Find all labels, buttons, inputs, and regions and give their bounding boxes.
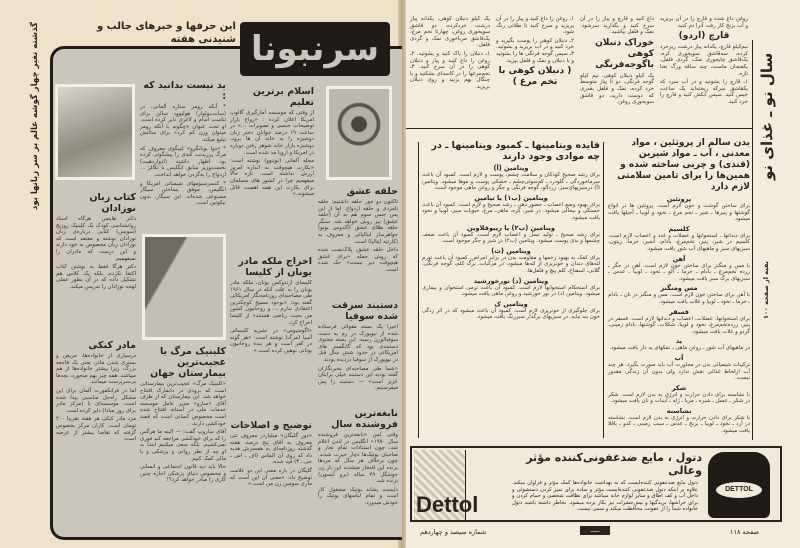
article-paragraph: از وقتی که موسسه آمارگیری گالوپ امریکا اعلان کرده : «رواج بازار توضیحات جنسی و تصویرات ...» در ساعت ۶۹ درصد جوانان دختر زنان دوشیزه را به خانه آن ها برود، دوشیزه بازار خانه شوهر رفتن دوباره در امریکا و اروپا مد شده است. (230, 110, 314, 156)
section-heading: ویتامین (ث) (491, 246, 531, 255)
divider (418, 142, 419, 438)
article-paragraph: * «دوا یونانگرو» غیبگوی معروف که مرگ پرزیدنت کندی را پیشگوئی کرده بود اظهار داشته (ادواردهیت) نخست‌وزیر سابق انگلیس با تکالز ... ازدواج را به‌گردن خواهد انداخت. (140, 145, 226, 178)
article-title: کلینیک مرگ یا عجیب‌ترین بیمارستان جهان (150, 346, 226, 379)
article-sophia (318, 300, 398, 404)
article-title: مادر کنکی (88, 340, 136, 351)
recipe-paragraph: نیم‌کیلو قارچ، یکدانه پیاز درشت ریزخرد کرده، سه‌قاشق سوپخوری کره، یک‌قاشق چایخوری نمک، گردی فلفل، یکفنجان ماست، چند ساقه ورگ نعنا تازه. (660, 44, 748, 77)
article-paragraph: مزد مادر کنکی هر هفته تقریبا ۴۰۰ تومان است. کاران مرکز بخصوص گرفته که تقاضا بیشتر از عرضه است. (56, 416, 136, 443)
recipe-paragraph: ۲ـ دنبلان کوهی را پوست بگیرید و خرد کنید و در آب بریزید و بشوئید. ۳ـ سپس گوجه فرنگی ها را بشوئید و با دنبلان و نمک و فلفل بپزید. (496, 37, 574, 64)
article-title: نابغه‌ترین فروشنده سال (331, 408, 398, 430)
section-text: برای رشد صحیح ـ تولید نسل و اعصاب لازم است. کمبود آن باعث ضعف چشمها و بدی پوست میشود. ویتامین (ب۲) در شیر و جگر موجود است. (422, 231, 600, 245)
section-heading: نشاسته (666, 406, 692, 415)
article-mother-kinky (56, 340, 136, 520)
section-text: برای رشد صحیح کودکان و سلامت چشم، پوست و لازم است. کمبود آن باعث سرماخوردگی ـ گلودرد ـ کم‌سوئی‌چشم ـ خشکی پوست و موها میشود. ویتامین (آ) درسبزیهای‌سبز، زردآلو، گوجه فرنگی و جگر و روغن ماهی موجود است. (422, 172, 600, 192)
article-title: اخراج ملکه مادر یونان از کلیسا (238, 256, 312, 278)
section-text: در ماهیهای آب شور ـ روغن ماهی ـ نمکهای ید دار یافت میشود. (609, 345, 750, 352)
continued-from-note: بقیه از صفحه ۱۰۰ (762, 261, 770, 319)
article-queen-mother (230, 256, 312, 416)
ad-body: دتول مایع ضدعفونی کننده‌ایست که به بهداشت خانواده‌ها کمک مؤثر و فراوان میکند. علاوه بر اینکه دتول ضدعفونی کننده‌ایست مؤثر و ساده برای تمیز کردن دستشوئی و داخل آب و کف اطاق و سایر لوازم خانه میباشد برای نظافت شخصی و حمام کردن و برای خراشها، بریدگیها و نیش‌حشرات نیز بکار برده میشود. بخاطر داشته باشید دتول خانواده شما را از عفونت محافظت میکند و سمی نیست. (512, 480, 698, 513)
article-corrections (230, 420, 312, 520)
article-title: کتاب زبان نوزادان (89, 192, 136, 214)
ad-headline: دتول ، مایع ضدعفونی‌کننده مؤثر وعالی (526, 451, 702, 477)
header-title: این حرفها و خبرهای جالب و شنیدنی هفته (96, 21, 236, 45)
magazine-mark: ـــــ (580, 526, 610, 535)
recipe-paragraph: یک کیلو دنبلان کوهی، یکدانه پیاز درشت خردکرده، دو قاشق سوپخوری روغن، چهارتا تخم مرغ، یک‌قاشق مرباخوری نمک و گردی فلفل. (410, 16, 490, 49)
article-paragraph: کلیسای ارتدوکس یونان، ملکه مادر یونان را به علت آنکه در سال ۱۹۶۱ طی مصاحبه‌ای روزنامه‌نگار امریکائی گفته بود: «بوجود مسیح کوچکترین اعتقادی ندارم ... و روحانیون کشور من بحیث ریاضی هستند» از کلیسا اخراج کرد. (230, 280, 312, 326)
article-title: اسلام برترین تعلیم (252, 86, 314, 108)
divider (603, 142, 604, 438)
article-title: حلقه عشق (346, 186, 398, 197)
article-salesman (318, 408, 398, 518)
section-title-vertical: سال نو ـ غذای نو (758, 52, 776, 180)
article-paragraph: «کلینیک مرگ» عجیب‌ترین بیمارستانی است که بزودی در دانمارک افتتاح خواهد شد. این بیمارستان که از طرف آقای «سارو» مدیر عامل موسسه خدمات ملی در آستانه افتتاح شده است مخصوص کسانی است که قصد خودکشی دارند. (140, 381, 226, 427)
article-paragraph: اخیرا یک بسته مقوائی فرستاده شده از نیویورک در رم به دست سوفیالورن رسید. این بسته محتوی دستبندی بود که گانگستر های امریکائی در حدود شش سال قبل در نیویورک از سوفیا دزدیده بودند. (318, 324, 398, 363)
article-paragraph: آقای ساروپ گفت: — البته ما هرگس را که برای خودکشی مراجعه کند فوری نمی‌کشیم، بلکه سعی میکنیم ابتدا به او چه از نظر روانی و پزشکی و یا مالی کمک کنیم. (140, 429, 226, 462)
section-heading: آب (674, 353, 684, 362)
vitamins-article (422, 140, 600, 440)
section-text: ترکیبات شیمیائی بدن در مجاورت آب باید صورت بگیرد. هر چند آب ازلحاظ غذائی نقش ندارد ولی بدون آن زندگی مقدور نیست. (608, 361, 750, 382)
section-heading: ویتامین (آ) (493, 164, 529, 172)
article-title: بد نیست بدانید که : (143, 80, 226, 102)
recipe-paragraph: ۱ـ روغن را داغ کنید و پیاز را در آن بریزید و سرخ کنید تا طلائی رنگ شود. (496, 16, 574, 36)
bottle-label: DETTOL (716, 482, 762, 498)
ring-photo (326, 86, 392, 180)
dettol-advertisement[interactable] (410, 446, 782, 522)
article-paragraph: دکتر هرگا فقط به نوشتن کتاب اکتفا نکرده، بلکه یک کلاس هم تشکیل داده که در آن بطور عملی لهجه نوزادان را تدریس میکند. (56, 264, 136, 290)
section-heading: مس ومنگنز (660, 284, 698, 293)
section-heading: ویتامین ک (494, 299, 528, 308)
article-paragraph: مجله آلمانی (نوینوو) نوشته است: «بکارت هیچوقت به اندازه امروز ارزش نداشته است. تازه حالا میفهمیم چرا در کشور های مسلمان برای بکارت این همه اهمیت قائل میشوند.» (230, 158, 314, 198)
section-text: برای دندانها ـ استخوانها و عضلات و غدد و اعصاب لازم است. کلسیم در شیر، پنیر، تخم‌مرغ، بادام، انجیر، خرما، زیتون، سبزیهای سبز و ماهیهای آب شور یافت میشود. (608, 232, 750, 252)
section-text: با مس و منگنز برای ساختن خون لازم است. آهن در جگر ـ زرده تخم‌مرغ ـ بادام ـ خرما ـ آلو ـ نخود ـ لوبیا ـ عدس ـ سبزیهای برگ سبز یافت میشود. (608, 262, 750, 282)
vitamin-sections (422, 164, 600, 321)
article-title: دستبند سرقت شده سوفیا (331, 300, 398, 322)
issue-number: شماره سیصد و چهاردهم (420, 528, 487, 536)
side-caption: گذشته تغیر چهار گوشه عالم بر سر زبانها بود (30, 21, 40, 210)
section-text: با شکر برای دادن حرارت و انرژی به بدن لازم است. نشاسته در آرد ـ نخود ـ لوبیا ـ برنج ـ عدس ـ سیب زمینی ـ کدو ـ باقلا یافت میشود. (608, 414, 750, 435)
section-heading: پروتئین (666, 195, 692, 203)
section-heading: ویتامین (ب۲) یا ریبوفلاوین (467, 223, 555, 232)
dettol-brand: Dettol (416, 492, 479, 517)
minerals-article (608, 138, 750, 440)
recipe-tomato (580, 16, 654, 128)
page-number: صفحه ۱۱۸ (730, 528, 760, 536)
article-paragraph: گلیگان در باره معنی این دو علامت توضیح داد: «معنی آن این است که ماری سومین زن من است.» (230, 467, 312, 488)
article-paragraph: * آنکه رومر ستاره آلمانی، در (سانت‌بولوار) هولیوود سالن برای تناسب اندام و لاغری دایر کرده است. او تحت عنوان «چگونه با آنکه رومر میتوان وزن کم کرد» برای سالنش تبلیغ میکند. (140, 104, 226, 143)
woman-with-babies-photo (55, 84, 135, 180)
recipe-mushroom (660, 16, 748, 128)
article-title: بدن سالم از پروتئین ، مواد معدنی ، آب ـ مواد شیرین (قندی) و چربی ساخته شده و همین‌ها را برای تامین سلامتی لازم دارد (617, 138, 750, 192)
section-text: برای استحکام استخوانها لازم است. کمبود آن باعث نرمی استخوان و بیماری میشود. ویتامین (د) در نور خورشید و روغن ماهی یافت میشود. (422, 284, 600, 298)
recipe-paragraph: ۱ـ قارچ را بشوئید و در آب سرد که یکقاشق سرکه ریخته‌اید یک ساعت خیس کنید. سپس آبکش کنید و قارچ را خرد کنید. (660, 79, 748, 105)
dettol-bottle-icon (708, 452, 770, 518)
section-logo: سرنبونا (240, 22, 390, 76)
section-heading: ویتامین (د) نورخورشید (473, 276, 549, 285)
section-heading: ید (675, 337, 683, 346)
recipe-column (410, 16, 490, 126)
article-paragraph: وقتی لس «نابغه‌ترین فروشنده سال ۱۹۷۰» انگلیس در لندن اعلام شد، چون استنادات تمام تجار و صاحبان بوتیک‌ها دچار حیرت شدند. چون برخلاف هر سال که مردها برنده این افتخار میشدند این بار زن خوشگل ۲۹ ساله (برو آیسون) برنده شد. (318, 432, 398, 485)
recipe-title: خوراک دنبلان کوهی باگوجه‌فرنگی (595, 37, 654, 70)
article-paragraph: دلیست پشاند بوتیک مشغول کار است و تمام لباسهای بوتیک را خودش میدوزد. (318, 486, 398, 506)
article-paragraph: اما در فرانکفورت آلمان برای این مشکل راه‌حل مناسبی پیدا شده است. موسسه‌ای با (مرکز مادر برای روز مبادا) دایر کرده است. (56, 387, 136, 414)
article-paragraph: درسیاری از خانواده‌ها، مریض و بستری شدن مادر، یعنی یک فاجعه بزرگ، زیرا بیشتر خانواده‌ها از هم میپاشد، همه چیز بهم میخورد، بچه‌ها بی‌سرپرست میمانند. (56, 353, 136, 386)
section-text: برای ساختن گوشت و خون لازم است. پروتئین ها در انواع گوشتها و پنیرها ـ شیر ـ تخم مرغ ـ نخود و لوبیا ـ آجیلها یافت میشود. (608, 203, 750, 223)
article-title: فایده ویتامینها ـ کمبود ویتامینها ـ در چه موادی وجود دارند (431, 140, 600, 162)
article-paragraph: «دور گلیگان» میلیاردر معروف تنی معروف به آقای پنج درصد، هفته گذشته روزنامه‌ای به همسرش هدیه داد که روی آن الماس (اف ـ اس ـ جی ـ ۳) قید شده. (230, 433, 312, 466)
recipe-title: قارچ (اردو) (678, 31, 730, 42)
article-paragraph: حالا باید دید قانون اجتماعی و انسانی و مخصوص دنیای پزشکی اجازه چنین کاری را صادر خواهد کرد؟! (140, 464, 226, 484)
section-heading: آهن (672, 254, 686, 263)
article-paragraph: داخل حلقه عشق، پلاک‌نصب شده که روش جمله «برای عشق هیچوقت دیر نیست» حک شده است. (318, 247, 398, 273)
section-text: برای بهبود وضع اعصاب ـ حضور ذهن ـ رشد صحیح و لازم است. کمبود آن باعث خستگی و بیحالی میشود. در شیر، کره، ماهی، مرغ، حبوبات سبز، لوبیا و نخود یافت میشود. (422, 201, 600, 221)
article-ring (318, 186, 398, 296)
article-paragraph: تاکنون دو جور حلقه داشتیم: حلقه نامزدی و حلقه ازدواج. اما از این پس جنس سوم هم به آن (حلقه عشق) نیز روش خواهد شد. سنگر حلقه طلای عشق (آکدوس یونو) جواهرساز ایتالیائی و معروف به (کارتیه ایتالیا) است. (318, 199, 398, 245)
article-paragraph: «شما طی مصاحبه‌ای بخبرنگاران گفته بودید این دستبند خیلی برایتان عزیز است» — دستبند را پس میفرستیم. (318, 365, 398, 392)
jumping-woman-photo (142, 234, 226, 340)
section-text: برای کمک به بهبود زخمها و مقاومت بدن در برابر امراض. کمبود آن باعث تورم لثه‌های دندان و خونریزی از لثه‌ها میشود. در مرکبات، برگ کلم، گوجه فرنگی، گلابی، اسفناج، کلم پیچ و فلفل‌ها. (422, 254, 600, 274)
article-islam (230, 86, 314, 252)
section-text: برای استخوانها، عضلات، اعصاب و دندانها لازم است. فسفر در پنیر، زرده‌تخم‌مرغ، نخود و لوبیا، شکلات، گوشتها، بادام زمینی، گردو و غلات یافت میشود. (608, 315, 750, 335)
section-heading: فسفر (669, 307, 689, 316)
section-heading: شکر (671, 383, 687, 392)
section-heading: ویتامین (ب۱) یا تیامین (474, 193, 548, 202)
article-did-you-know (140, 80, 226, 207)
recipe-paragraph: روغن داغ شده و قارچ را در آن بریزید و آب برنج کار رفت آنرا دم کنید. (660, 16, 748, 29)
article-title: توضیح و اصلاحات (230, 420, 312, 431)
section-text: برای جلوگیری از خونریزی لازم است. کمبود آن باعث میشود که در اثر زدگی خون بند نیاید. در سبزیهای برگدار سبزرنگ یافت میشود. (422, 307, 600, 321)
mineral-sections (608, 195, 750, 435)
divider (752, 40, 753, 440)
section-text: با آهن برای ساختن خون لازم است. مس و منگنز در نان ـ بادام ـ خرما ـ نخود ـ لوبیا و غلات یافت میشود. (608, 292, 750, 305)
recipe-paragraph: ۱ـ دنبلان را پاک کنید و بشوئید. ۲ـ روغن را داغ کنید و پیاز و دنبلان کوهی را در آن سرخ کنید. ۳ـ تخم‌مرغها را در کاسه‌ای بشکنید و با چنگال بهم بزنید و روی دنبلان بریزید. (410, 50, 490, 90)
recipe-paragraph: داغ کنید و قارچ و پیاز را در آن سرخ کنید و بگذارید سرشود. نمک و فلفل بپاشید. (580, 16, 654, 36)
section-heading: کلسیم (668, 224, 690, 233)
recipe-title: ( دنبلان کوهی با تخم مرغ ) (498, 66, 572, 88)
section-text: با نشاسته برای دادن حرارت و انرژی به بدن لازم است. شکر در شکر ـ عسل ـ شیره ـ مربا ـ ژله ـ آبنبات و نان یافت میشود. (608, 391, 750, 405)
article-newborn-book (56, 192, 136, 337)
article-death-clinic (140, 346, 226, 522)
recipe-paragraph: یک کیلو دنبلان کوهی، نیم کیلو گوجه فرنگی، دو تا پیاز متوسط خرد کرده، نمک و فلفل بقدری که دوست دارید، دو قاشق سوپخوری روغن. (580, 72, 654, 106)
article-paragraph: «اگومنیوس» در نشریه کلیسائی آسیا (مرگ) نوشته است: «هر گونه در کفر است و هر بنده روحانیون یونانی توهین کرده است.» (230, 328, 312, 354)
divider (406, 128, 752, 129)
article-paragraph: * کنسرسیومهای شیمیائی امریکا و انگلیس، موفق بساختن سیگار مصنوعی شده‌اند. این سیگار، بدون نیکوتین است. (140, 180, 226, 207)
recipe-eggs (496, 16, 574, 128)
article-paragraph: دکتر هاینس هرگاه استاد روانشناسی کودک یک کلینیک روزیج (سویس) کتابی درباره‌ی زبان نوزادان نوشته و معتقد است که نوزادان زبان مخصوص به خود دارند و این درست که مادران را نمیفهمیم. (56, 216, 136, 262)
